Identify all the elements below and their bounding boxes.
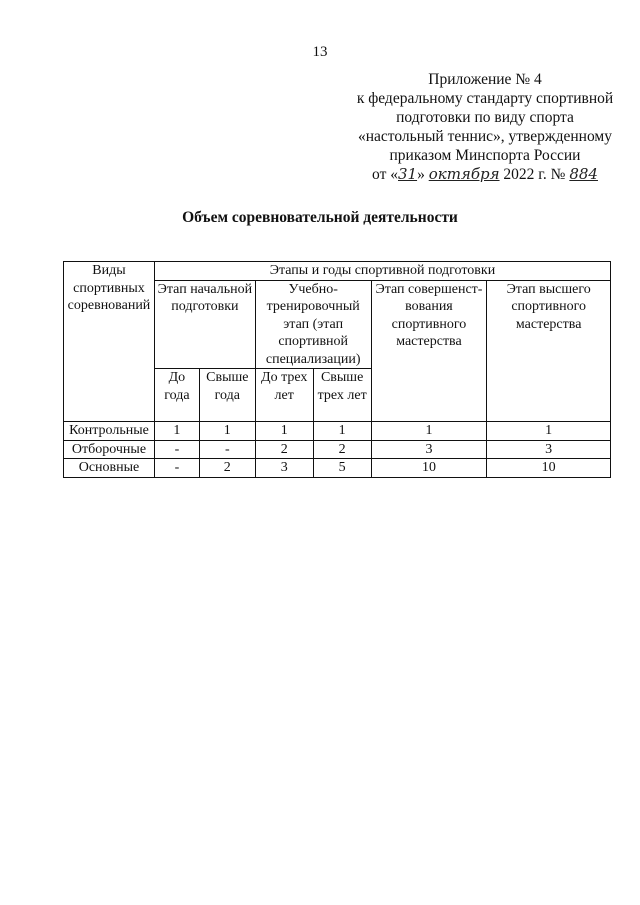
header-stage-training: Учебно-тренировочный этап (этап спортивной специализации)	[255, 280, 371, 369]
table-cell: 1	[154, 422, 199, 441]
appendix-line-3: подготовки по виду спорта	[396, 109, 574, 126]
header-stage-improvement: Этап совершенст-вования спортивного мастерства	[371, 280, 487, 422]
table-cell: -	[154, 440, 199, 459]
table-cell: 2	[199, 459, 255, 478]
order-number: 884	[569, 165, 598, 183]
row-label: Отборочные	[64, 440, 155, 459]
table-cell: 10	[487, 459, 611, 478]
date-day: 31	[397, 165, 418, 183]
table-cell: 1	[255, 422, 313, 441]
table-cell: 3	[255, 459, 313, 478]
subheader-over-year: Свыше года	[199, 369, 255, 422]
date-month: октября	[428, 165, 500, 183]
table-cell: -	[154, 459, 199, 478]
appendix-line-5: приказом Минспорта России	[389, 147, 581, 164]
date-mid: »	[417, 166, 425, 183]
table-cell: 2	[255, 440, 313, 459]
table-cell: 3	[371, 440, 487, 459]
date-year: 2022 г. №	[503, 166, 566, 183]
table-cell: 1	[313, 422, 371, 441]
header-stages: Этапы и годы спортивной подготовки	[154, 262, 610, 281]
table-cell: 1	[199, 422, 255, 441]
appendix-date-line	[340, 165, 630, 184]
subheader-over-three-years: Свыше трех лет	[313, 369, 371, 422]
page-number: 13	[312, 44, 328, 60]
header-row-1	[64, 262, 611, 281]
appendix-block	[340, 70, 630, 184]
table-row	[64, 459, 611, 478]
table-cell: 5	[313, 459, 371, 478]
appendix-line-2: к федеральному стандарту спортивной	[356, 90, 614, 107]
row-label: Основные	[64, 459, 155, 478]
table-cell: 3	[487, 440, 611, 459]
header-stage-initial: Этап начальной подготовки	[154, 280, 255, 369]
table-cell: -	[199, 440, 255, 459]
row-label: Контрольные	[64, 422, 155, 441]
date-prefix: от «	[372, 166, 398, 183]
table-cell: 2	[313, 440, 371, 459]
header-stage-higher: Этап высшего спортивного мастерства	[487, 280, 611, 422]
table-row	[64, 422, 611, 441]
document-title: Объем соревновательной деятельности	[182, 209, 458, 226]
table-cell: 1	[371, 422, 487, 441]
table-cell: 10	[371, 459, 487, 478]
subheader-up-to-year: До года	[154, 369, 199, 422]
appendix-line-4: «настольный теннис», утвержденному	[358, 128, 612, 145]
subheader-up-to-three-years: До трех лет	[255, 369, 313, 422]
competition-table	[63, 261, 611, 478]
appendix-title: Приложение № 4	[428, 71, 542, 88]
header-competition-types: Виды спортивных соревнований	[64, 262, 155, 422]
table-row	[64, 440, 611, 459]
table-cell: 1	[487, 422, 611, 441]
